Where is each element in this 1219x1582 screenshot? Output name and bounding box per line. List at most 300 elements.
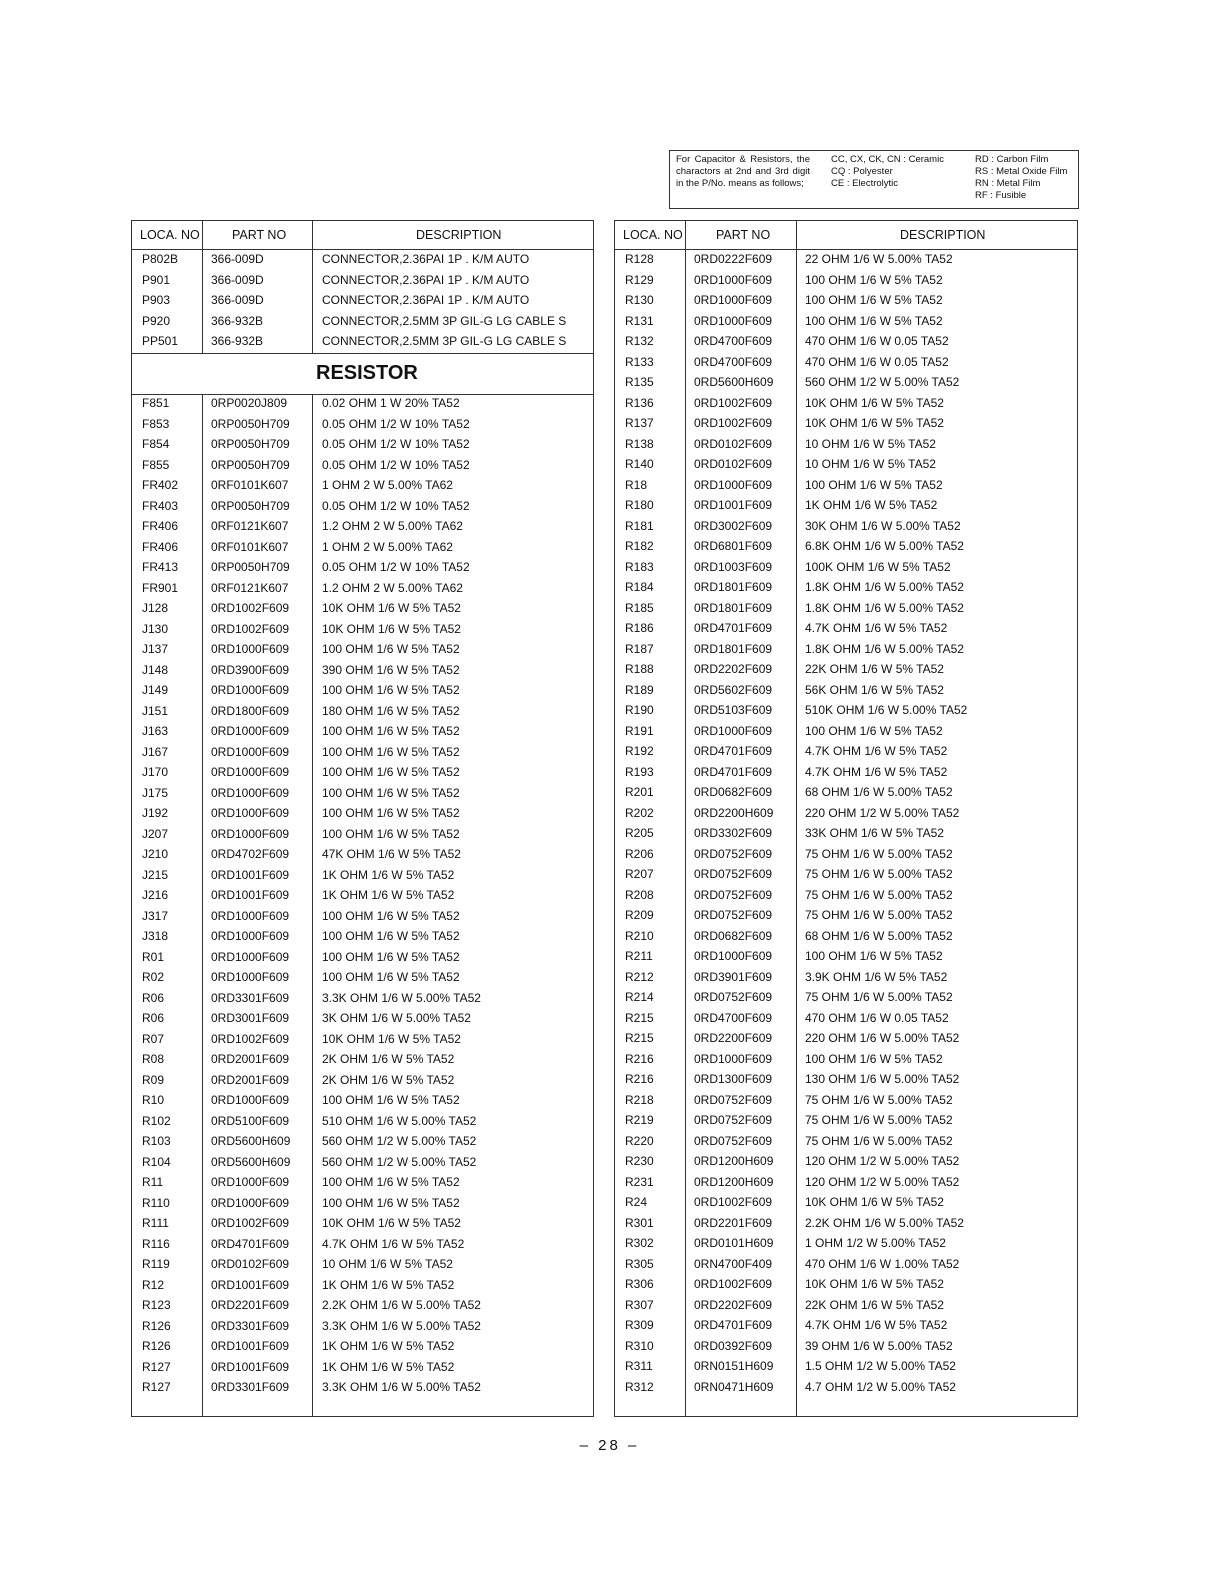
part-no-cell: 366-932B [211,334,264,348]
loca-no-cell: R305 [625,1256,654,1271]
description-cell: 0.05 OHM 1/2 W 10% TA52 [322,437,470,451]
table-row [615,1173,1077,1194]
part-no-cell: 0RD4700F609 [694,334,773,348]
loca-no-cell: R119 [142,1257,170,1271]
loca-no-cell: R193 [625,764,654,779]
description-cell: 100 OHM 1/6 W 5% TA52 [322,929,460,943]
description-cell: 1.8K OHM 1/6 W 5.00% TA52 [805,580,964,594]
part-no-cell: 0RD1002F609 [694,1277,773,1291]
description-cell: CONNECTOR,2.5MM 3P GIL-G LG CABLE S [322,313,567,328]
part-no-cell: 0RD1000F609 [211,765,290,779]
legend-note: For Capacitor & Resistors, the charactors at 2nd and 3rd digit in the P/No. means as follows; [676,154,810,189]
part-no-cell: 0RD1000F609 [211,1175,290,1189]
table-row [132,332,593,353]
loca-no-cell: R135 [625,375,654,389]
part-no-cell: 0RD3900F609 [211,662,290,677]
description-cell: 100 OHM 1/6 W 5% TA52 [322,1175,460,1189]
description-cell: 39 OHM 1/6 W 5.00% TA52 [805,1338,953,1353]
table-row [615,947,1077,968]
table-row [132,1071,593,1092]
table-row [132,271,593,292]
table-header [132,221,593,250]
description-cell: 100 OHM 1/6 W 5% TA52 [322,1195,460,1210]
table-row [615,1378,1077,1399]
loca-no-cell: J175 [142,785,169,800]
loca-no-cell: R132 [625,334,654,348]
table-row [132,989,593,1010]
description-cell: 75 OHM 1/6 W 5.00% TA52 [805,1113,953,1127]
table-row [615,414,1077,435]
loca-no-cell: R211 [625,949,653,963]
part-no-cell: 0RD1000F609 [694,272,773,287]
part-no-cell: 0RD0752F609 [694,1133,773,1148]
loca-no-cell: R184 [625,580,654,594]
loca-no-cell: R131 [625,313,654,328]
table-row [132,1296,593,1317]
loca-no-cell: J167 [142,744,169,759]
loca-no-cell: P802B [142,252,179,266]
part-no-cell: 0RD0102F609 [211,1257,290,1271]
description-cell: 560 OHM 1/2 W 5.00% TA52 [322,1134,477,1148]
description-cell: 2.2K OHM 1/6 W 5.00% TA52 [805,1215,964,1230]
table-row [615,1091,1077,1112]
header-description: DESCRIPTION [900,228,986,242]
description-cell: 1.2 OHM 2 W 5.00% TA62 [322,519,463,533]
description-cell: 1 OHM 1/2 W 5.00% TA52 [805,1236,946,1250]
loca-no-cell: J210 [142,847,169,861]
part-no-cell: 0RD1000F609 [211,929,290,943]
part-no-cell: 0RP0050H709 [211,560,290,574]
loca-no-cell: J128 [142,601,169,615]
description-cell: 10K OHM 1/6 W 5% TA52 [322,1031,461,1046]
description-cell: 470 OHM 1/6 W 0.05 TA52 [805,354,949,369]
description-cell: 130 OHM 1/6 W 5.00% TA52 [805,1072,960,1086]
description-cell: 3.3K OHM 1/6 W 5.00% TA52 [322,990,481,1005]
table-row [615,783,1077,804]
description-cell: 1K OHM 1/6 W 5% TA52 [322,1277,455,1292]
part-no-cell: 0RD1300F609 [694,1072,773,1086]
part-no-cell: 0RD4701F609 [694,621,773,635]
loca-no-cell: R133 [625,354,654,369]
part-no-cell: 0RP0050H709 [211,498,290,513]
description-cell: 68 OHM 1/6 W 5.00% TA52 [805,928,953,943]
description-cell: 75 OHM 1/6 W 5.00% TA52 [805,1092,953,1107]
loca-no-cell: R208 [625,887,654,902]
part-no-cell: 0RD2001F609 [211,1052,290,1066]
description-cell: 10K OHM 1/6 W 5% TA52 [322,601,461,615]
table-row [132,558,593,579]
table-row [615,250,1077,271]
description-cell: 4.7K OHM 1/6 W 5% TA52 [805,621,948,635]
loca-no-cell: R214 [625,990,654,1004]
loca-no-cell: R102 [142,1113,171,1128]
loca-no-cell: J149 [142,683,169,697]
loca-no-cell: R312 [625,1379,654,1394]
table-row [615,660,1077,681]
description-cell: 1.8K OHM 1/6 W 5.00% TA52 [805,600,964,615]
part-no-cell: 0RD4700F609 [694,1010,773,1025]
description-cell: 100 OHM 1/6 W 5% TA52 [322,826,460,841]
part-no-cell: 0RD4702F609 [211,847,290,861]
description-cell: 3.9K OHM 1/6 W 5% TA52 [805,969,948,984]
part-no-cell: 0RD2001F609 [211,1072,290,1087]
part-no-cell: 0RD2201F609 [694,1215,773,1230]
description-cell: 560 OHM 1/2 W 5.00% TA52 [322,1154,477,1169]
part-no-cell: 0RD1000F609 [694,477,773,492]
loca-no-cell: FR403 [142,498,179,513]
table-row [615,1111,1077,1132]
description-cell: 4.7 OHM 1/2 W 5.00% TA52 [805,1379,956,1394]
part-no-cell: 0RD2200H609 [694,805,774,820]
description-cell: 2K OHM 1/6 W 5% TA52 [322,1072,455,1087]
description-cell: 10K OHM 1/6 W 5% TA52 [805,416,944,430]
legend-res-metal-oxide: RS : Metal Oxide Film [975,166,1068,177]
header-loca-no: LOCA. NO [623,228,683,242]
description-cell: 22 OHM 1/6 W 5.00% TA52 [805,252,953,266]
part-no-cell: 0RF0101K607 [211,539,289,554]
table-row [132,1214,593,1235]
table-row [615,1296,1077,1317]
part-no-cell: 0RD1000F609 [694,949,773,963]
table-row [132,1276,593,1297]
part-no-cell: 0RD5602F609 [694,682,773,697]
part-no-cell: 0RD1200H609 [694,1174,774,1189]
description-cell: 4.7K OHM 1/6 W 5% TA52 [805,764,948,779]
part-no-cell: 0RD1000F609 [694,313,773,328]
table-row [615,681,1077,702]
description-cell: 0.02 OHM 1 W 20% TA52 [322,396,460,410]
table-row [132,291,593,312]
loca-no-cell: R01 [142,949,165,964]
part-no-cell: 0RD1002F609 [694,1195,773,1209]
loca-no-cell: R110 [142,1195,170,1210]
part-no-cell: 0RD0752F609 [694,887,773,902]
table-row [132,1050,593,1071]
description-cell: 10K OHM 1/6 W 5% TA52 [805,1195,944,1209]
part-no-cell: 0RP0050H709 [211,457,290,472]
description-cell: 470 OHM 1/6 W 1.00% TA52 [805,1256,960,1271]
table-row [615,1132,1077,1153]
loca-no-cell: PP501 [142,334,179,348]
legend-res-fusible: RF : Fusible [975,190,1027,201]
part-no-cell: 0RN4700F409 [694,1256,773,1271]
loca-no-cell: J317 [142,908,169,923]
table-row [615,804,1077,825]
loca-no-cell: R190 [625,703,654,717]
description-cell: 0.05 OHM 1/2 W 10% TA52 [322,416,470,431]
table-row [132,497,593,518]
table-row [615,1337,1077,1358]
part-no-cell: 0RD1003F609 [694,559,773,574]
loca-no-cell: R215 [625,1010,654,1025]
description-cell: CONNECTOR,2.36PAI 1P . K/M AUTO [322,293,530,307]
loca-no-cell: R138 [625,436,654,451]
table-row [132,968,593,989]
description-cell: 4.7K OHM 1/6 W 5% TA52 [805,744,948,758]
table-row [615,435,1077,456]
loca-no-cell: J207 [142,826,169,841]
description-cell: 100 OHM 1/6 W 5% TA52 [322,765,460,779]
description-cell: 1K OHM 1/6 W 5% TA52 [322,867,455,882]
legend-cap-electrolytic: CE : Electrolytic [831,178,899,189]
loca-no-cell: J215 [142,867,169,882]
description-cell: 470 OHM 1/6 W 0.05 TA52 [805,1010,949,1025]
description-cell: 1.8K OHM 1/6 W 5.00% TA52 [805,641,964,656]
loca-no-cell: R186 [625,621,654,635]
description-cell: 10 OHM 1/6 W 5% TA52 [805,457,936,471]
table-row [615,1316,1077,1337]
table-row [615,742,1077,763]
description-cell: 100 OHM 1/6 W 5% TA52 [322,744,460,759]
table-row [615,1029,1077,1050]
legend-cap-ceramic: CC, CX, CK, CN : Ceramic [831,154,944,165]
loca-no-cell: R307 [625,1297,654,1312]
table-row [132,456,593,477]
loca-no-cell: R219 [625,1113,654,1127]
loca-no-cell: R183 [625,559,654,574]
table-row [132,640,593,661]
part-no-cell: 0RD1801F609 [694,600,773,615]
table-row [615,1234,1077,1255]
loca-no-cell: R310 [625,1338,654,1353]
part-no-cell: 0RD1000F609 [211,1093,290,1107]
table-row [132,886,593,907]
part-no-cell: 0RD2202F609 [694,662,773,676]
part-no-cell: 0RD3302F609 [694,826,773,840]
table-row [615,373,1077,394]
description-cell: 1K OHM 1/6 W 5% TA52 [805,498,938,512]
table-row [132,907,593,928]
table-row [132,599,593,620]
loca-no-cell: R103 [142,1134,171,1148]
table-row [132,927,593,948]
table-row [132,1358,593,1379]
table-row [132,1235,593,1256]
part-no-cell: 0RD1801F609 [694,641,773,656]
description-cell: 10 OHM 1/6 W 5% TA52 [322,1257,453,1271]
part-no-cell: 0RD5103F609 [694,703,773,717]
table-row [615,1070,1077,1091]
table-row [615,558,1077,579]
header-loca-no: LOCA. NO [140,228,200,242]
description-cell: 4.7K OHM 1/6 W 5% TA52 [805,1318,948,1332]
description-cell: 3.3K OHM 1/6 W 5.00% TA52 [322,1380,481,1394]
description-cell: 220 OHM 1/2 W 5.00% TA52 [805,805,960,820]
loca-no-cell: R215 [625,1031,654,1045]
description-cell: 560 OHM 1/2 W 5.00% TA52 [805,375,960,389]
part-no-cell: 0RD1000F609 [211,1195,290,1210]
part-no-cell: 366-932B [211,313,264,328]
part-no-cell: 0RD4701F609 [694,1318,773,1332]
description-cell: 10K OHM 1/6 W 5% TA52 [322,621,461,636]
table-row [132,517,593,538]
description-cell: 100 OHM 1/6 W 5% TA52 [805,477,943,492]
loca-no-cell: R10 [142,1093,165,1107]
part-no-cell: 0RD3301F609 [211,1318,290,1333]
table-row [615,599,1077,620]
table-row [132,538,593,559]
description-cell: 6.8K OHM 1/6 W 5.00% TA52 [805,539,964,553]
loca-no-cell: J170 [142,765,169,779]
header-part-no: PART NO [716,228,771,242]
description-cell: 100K OHM 1/6 W 5% TA52 [805,559,951,574]
loca-no-cell: FR413 [142,560,179,574]
description-cell: 100 OHM 1/6 W 5% TA52 [805,723,943,738]
loca-no-cell: F855 [142,457,170,472]
description-cell: 75 OHM 1/6 W 5.00% TA52 [805,846,953,861]
parts-table-right [614,220,1078,1417]
part-no-cell: 0RF0121K607 [211,519,289,533]
loca-no-cell: R182 [625,539,654,553]
part-no-cell: 0RD0101H609 [694,1236,774,1250]
table-row [132,722,593,743]
table-row [132,784,593,805]
legend-res-metal-film: RN : Metal Film [975,178,1041,189]
parts-table-left [131,220,594,1417]
table-row [132,661,593,682]
description-cell: 100 OHM 1/6 W 5% TA52 [322,949,460,964]
table-row [132,825,593,846]
loca-no-cell: J192 [142,806,169,820]
loca-no-cell: R210 [625,928,654,943]
loca-no-cell: J148 [142,662,169,677]
legend-res-carbon: RD : Carbon Film [975,154,1049,165]
description-cell: 75 OHM 1/6 W 5.00% TA52 [805,887,953,902]
table-row [615,1050,1077,1071]
description-cell: 1.5 OHM 1/2 W 5.00% TA52 [805,1359,956,1373]
description-cell: 33K OHM 1/6 W 5% TA52 [805,826,944,840]
table-row [132,804,593,825]
description-cell: 10K OHM 1/6 W 5% TA52 [805,395,944,410]
part-no-cell: 0RD1000F609 [211,908,290,923]
table-row [132,681,593,702]
loca-no-cell: R216 [625,1072,654,1086]
loca-no-cell: R180 [625,498,654,512]
section-title: RESISTOR [316,362,418,384]
description-cell: 100 OHM 1/6 W 5% TA52 [805,272,943,287]
legend-resistor-codes [975,154,1079,202]
loca-no-cell: F851 [142,396,170,410]
description-cell: 100 OHM 1/6 W 5% TA52 [322,785,460,800]
loca-no-cell: J137 [142,642,169,656]
description-cell: 2K OHM 1/6 W 5% TA52 [322,1052,455,1066]
description-cell: 100 OHM 1/6 W 5% TA52 [322,970,460,984]
table-row [615,701,1077,722]
table-row [132,1317,593,1338]
part-no-cell: 0RD3001F609 [211,1011,290,1025]
description-cell: 470 OHM 1/6 W 0.05 TA52 [805,334,949,348]
part-no-cell: 0RD1000F609 [694,1051,773,1066]
description-cell: 100 OHM 1/6 W 5% TA52 [322,683,460,697]
loca-no-cell: FR402 [142,478,179,492]
description-cell: 2.2K OHM 1/6 W 5.00% TA52 [322,1298,481,1312]
part-no-cell: 0RN0151H609 [694,1359,774,1373]
table-row [132,250,593,271]
part-number-legend [669,150,1079,209]
loca-no-cell: R126 [142,1339,171,1353]
loca-no-cell: R12 [142,1277,165,1292]
loca-no-cell: F853 [142,416,170,431]
table-row [132,1009,593,1030]
part-no-cell: 0RD0392F609 [694,1338,773,1353]
description-cell: 120 OHM 1/2 W 5.00% TA52 [805,1154,960,1168]
description-cell: 30K OHM 1/6 W 5.00% TA52 [805,518,961,533]
loca-no-cell: FR406 [142,539,179,554]
description-cell: 3K OHM 1/6 W 5.00% TA52 [322,1011,471,1025]
loca-no-cell: R191 [625,723,654,738]
loca-no-cell: R127 [142,1380,171,1394]
table-row [132,1194,593,1215]
table-row [132,620,593,641]
description-cell: 22K OHM 1/6 W 5% TA52 [805,662,944,676]
table-row [615,763,1077,784]
loca-no-cell: P903 [142,293,171,307]
description-cell: 100 OHM 1/6 W 5% TA52 [805,313,943,328]
description-cell: 1 OHM 2 W 5.00% TA62 [322,478,453,492]
loca-no-cell: R181 [625,518,654,533]
part-no-cell: 0RD3901F609 [694,969,773,984]
table-row [132,435,593,456]
part-no-cell: 366-009D [211,272,264,287]
table-row [615,1152,1077,1173]
table-row [615,886,1077,907]
table-row [132,476,593,497]
loca-no-cell: R220 [625,1133,654,1148]
loca-no-cell: R209 [625,908,654,922]
part-no-cell: 0RD1000F609 [211,683,290,697]
description-cell: 22K OHM 1/6 W 5% TA52 [805,1297,944,1312]
loca-no-cell: R192 [625,744,654,758]
part-no-cell: 0RD5100F609 [211,1113,290,1128]
description-cell: CONNECTOR,2.36PAI 1P . K/M AUTO [322,252,530,266]
loca-no-cell: R187 [625,641,654,656]
description-cell: 3.3K OHM 1/6 W 5.00% TA52 [322,1318,481,1333]
loca-no-cell: R306 [625,1277,654,1291]
loca-no-cell: R231 [625,1174,654,1189]
legend-capacitor-codes [831,154,971,190]
part-no-cell: 0RD3002F609 [694,518,773,533]
table-row [615,845,1077,866]
description-cell: 0.05 OHM 1/2 W 10% TA52 [322,457,470,472]
description-cell: 1.2 OHM 2 W 5.00% TA62 [322,580,463,595]
description-cell: 100 OHM 1/6 W 5% TA52 [322,1093,460,1107]
table-row [132,579,593,600]
part-no-cell: 0RD1001F609 [694,498,773,512]
part-no-cell: 0RD6801F609 [694,539,773,553]
loca-no-cell: J318 [142,929,169,943]
part-no-cell: 0RD0682F609 [694,928,773,943]
part-no-cell: 0RD0102F609 [694,436,773,451]
description-cell: 1K OHM 1/6 W 5% TA52 [322,1359,455,1374]
description-cell: 75 OHM 1/6 W 5.00% TA52 [805,990,953,1004]
part-no-cell: 0RD1000F609 [211,642,290,656]
loca-no-cell: R128 [625,252,654,266]
loca-no-cell: R11 [142,1175,164,1189]
table-row [132,1337,593,1358]
loca-no-cell: R127 [142,1359,171,1374]
part-no-cell: 0RD1000F609 [211,785,290,800]
part-no-cell: 0RD0752F609 [694,908,773,922]
table-row [132,415,593,436]
part-no-cell: 366-009D [211,252,264,266]
part-no-cell: 0RD0102F609 [694,457,773,471]
loca-no-cell: R116 [142,1236,170,1251]
part-no-cell: 0RF0101K607 [211,478,289,492]
loca-no-cell: R104 [142,1154,171,1169]
loca-no-cell: R185 [625,600,654,615]
part-no-cell: 366-009D [211,293,264,307]
table-row [615,927,1077,948]
